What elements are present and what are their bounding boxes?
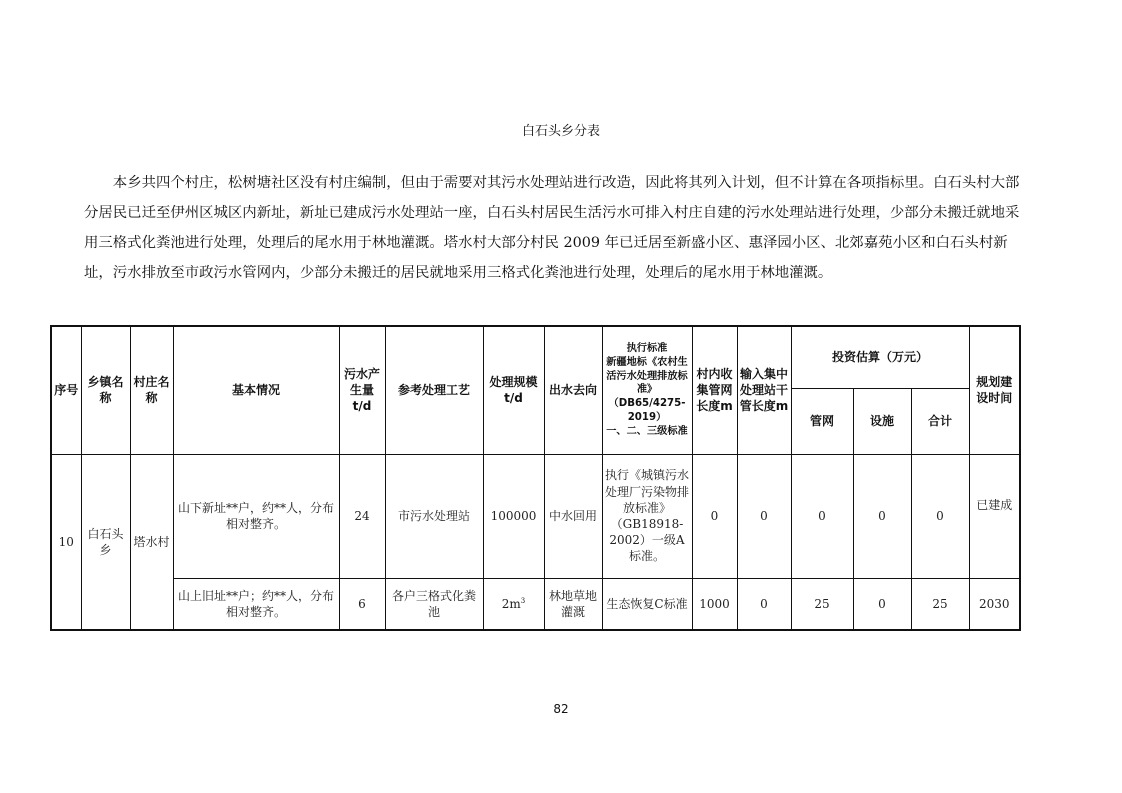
cell-village: 塔水村 [130,454,173,630]
cell-plan-time: 已建成 [969,454,1020,578]
cell-plan-time: 2030 [969,578,1020,630]
header-standard: 执行标准 新疆地标《农村生活污水处理排放标准》 （DB65/4275-2019） 一、二、三级标准 [602,326,692,454]
cell-scale: $2m^3$ [483,578,544,630]
header-seq: 序号 [51,326,81,454]
intro-paragraph: 本乡共四个村庄，松树塘社区没有村庄编制，但由于需要对其污水处理站进行改造，因此将其列入计划，但不计算在各项指标里。白石头村大部分居民已迁至伊州区城区内新址，新址已建成污水处理站一座，白石头村居民生活污水可排入村庄自建的污水处理站进行处理，少部分未搬迁就地采用三格式化粪池进行处理，处理后的尾水用于林地灌溉。塔水村大部分村民 2009 年已迁居至新盛小区、惠泽园小区、北郊嘉苑小区和白石头村新址，污水排放至市政污水管网内，少部分未搬迁的居民就地采用三格式化粪池进行处理，处理后的尾水用于林地灌溉。 [84,175,1020,281]
header-village: 村庄名称 [130,326,173,454]
header-plan-time: 规划建设时间 [969,326,1020,454]
cell-town: 白石头乡 [81,454,130,630]
cell-seq: 10 [51,454,81,630]
header-scale: 处理规模 t/d [483,326,544,454]
header-invest-facility: 设施 [853,388,911,454]
header-outlet: 出水去向 [544,326,602,454]
cell-invest-facility: 0 [853,454,911,578]
cell-basic: 山上旧址**户；约**人，分布相对整齐。 [173,578,339,630]
cell-outlet: 林地草地灌溉 [544,578,602,630]
header-process: 参考处理工艺 [385,326,483,454]
page-number: 82 [553,702,569,716]
cell-invest-total: 25 [911,578,969,630]
table-row [51,578,1020,630]
header-invest-pipe: 管网 [791,388,853,454]
cell-basic: 山下新址**户，约**人，分布相对整齐。 [173,454,339,578]
cell-invest-facility: 0 [853,578,911,630]
cell-pipe-length: 0 [692,454,737,578]
cell-pipe-length: 1000 [692,578,737,630]
header-town: 乡镇名称 [81,326,130,454]
header-trunk-length: 输入集中处理站干管长度m [737,326,791,454]
cell-sewage: 6 [339,578,385,630]
cell-trunk-length: 0 [737,578,791,630]
header-invest-total: 合计 [911,388,969,454]
cell-invest-pipe: 0 [791,454,853,578]
cell-outlet: 中水回用 [544,454,602,578]
section-title: 白石头乡分表 [521,124,600,139]
cell-invest-pipe: 25 [791,578,853,630]
cell-process: 各户三格式化粪池 [385,578,483,630]
sewage-plan-table [50,325,1021,631]
header-sewage: 污水产生量 t/d [339,326,385,454]
cell-trunk-length: 0 [737,454,791,578]
header-pipe-length: 村内收集管网长度m [692,326,737,454]
cell-invest-total: 0 [911,454,969,578]
cell-process: 市污水处理站 [385,454,483,578]
cell-standard: 执行《城镇污水处理厂污染物排放标准》（GB18918-2002）一级A标准。 [602,454,692,578]
header-investment: 投资估算（万元） [791,326,969,388]
cell-standard: 生态恢复C标准 [602,578,692,630]
table-row [51,454,1020,578]
header-basic: 基本情况 [173,326,339,454]
cell-sewage: 24 [339,454,385,578]
cell-scale: 100000 [483,454,544,578]
